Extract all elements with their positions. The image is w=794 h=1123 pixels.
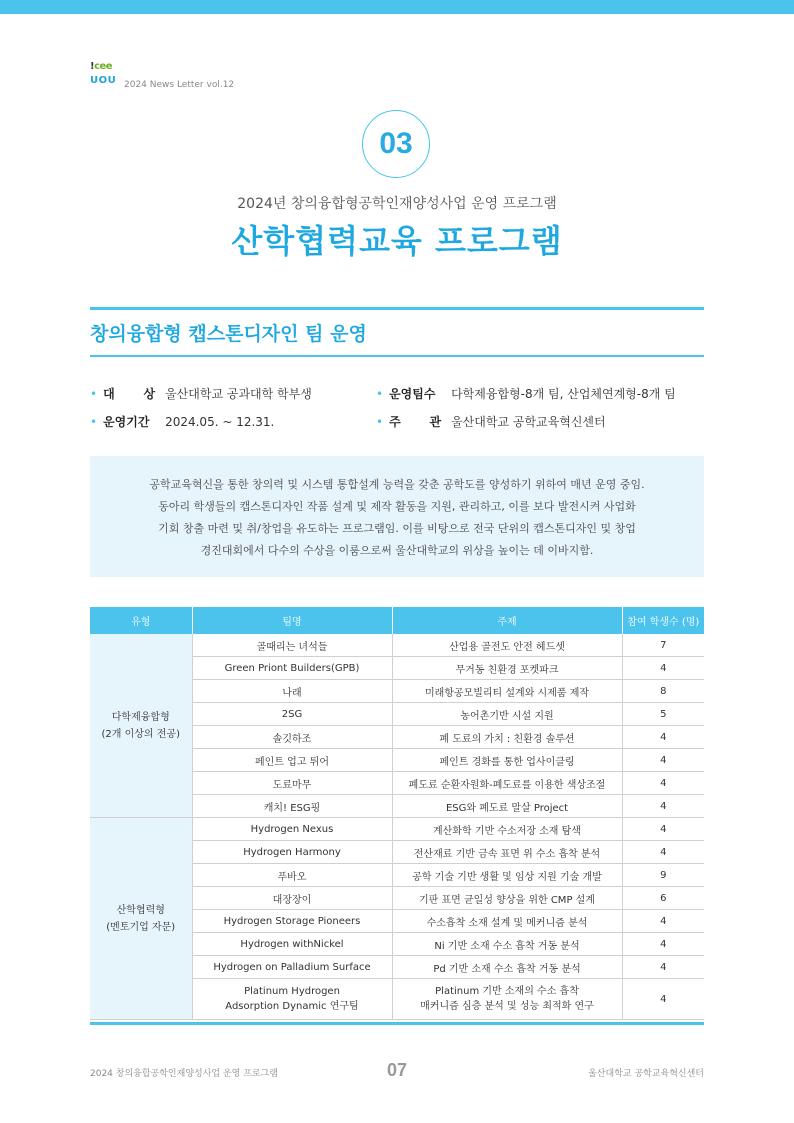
bullet-icon: • <box>90 387 98 401</box>
team-name: 대장장이 <box>192 887 392 910</box>
topic: Pd 기반 소재 수소 흡착 거동 분석 <box>392 956 622 979</box>
section-title: 창의융합형 캡스톤디자인 팀 운영 <box>90 323 367 345</box>
info-teams <box>376 385 676 402</box>
description-box <box>90 456 704 577</box>
table-row <box>90 818 704 841</box>
info-target-value: 울산대학교 공과대학 학부생 <box>165 387 312 401</box>
topic: ESG와 폐도료 말살 Project <box>392 795 622 818</box>
top-accent-bar <box>0 0 794 14</box>
team-name: 캐치! ESG핑 <box>192 795 392 818</box>
group-type-line: 산학협력형 <box>116 904 165 916</box>
student-count: 4 <box>622 657 704 680</box>
group-type-line: (2개 이상의 전공) <box>101 728 180 740</box>
info-teams-label: 운영팀수 <box>389 387 436 401</box>
student-count: 9 <box>622 864 704 887</box>
team-name: Hydrogen Storage Pioneers <box>192 910 392 933</box>
topic: 폐도료 순환자원화-폐도료를 이용한 색상조절 <box>392 772 622 795</box>
page-subtitle: 2024년 창의융합형공학인재양성사업 운영 프로그램 <box>237 196 557 212</box>
info-teams-value: 다학제융합형-8개 팀, 산업체연계형-8개 팀 <box>451 387 676 401</box>
topic: Ni 기반 소재 수소 흡착 거동 분석 <box>392 933 622 956</box>
student-count: 4 <box>622 795 704 818</box>
section-top-rule <box>90 307 704 310</box>
info-period-label: 운영기간 <box>103 415 150 429</box>
bullet-icon: • <box>376 415 384 429</box>
topic: 전산재료 기반 금속 표면 위 수소 흡착 분석 <box>392 841 622 864</box>
student-count: 6 <box>622 887 704 910</box>
topic: 미래항공모빌리티 설계와 시제품 제작 <box>392 680 622 703</box>
student-count: 4 <box>622 772 704 795</box>
info-host <box>376 413 606 430</box>
team-name: 나래 <box>192 680 392 703</box>
footer-program-label: 2024 창의융합공학인재양성사업 운영 프로그램 <box>90 1069 278 1079</box>
table-header-row <box>90 607 704 634</box>
bullet-icon: • <box>376 387 384 401</box>
group-type-industry <box>90 818 192 1020</box>
col-header-count: 참여 학생수 (명) <box>622 607 704 634</box>
topic-line: Platinum 기반 소재의 수소 흡착 <box>435 986 579 997</box>
student-count: 4 <box>622 979 704 1020</box>
student-count: 8 <box>622 680 704 703</box>
team-name: 솔깃하조 <box>192 726 392 749</box>
topic-line: 매커니즘 심층 분석 및 성능 최적화 연구 <box>420 1001 594 1012</box>
team-table <box>90 607 704 1020</box>
section-bottom-rule <box>90 355 704 357</box>
team-name-line: Platinum Hydrogen <box>244 986 340 997</box>
topic: 기판 표면 균일성 향상을 위한 CMP 설계 <box>392 887 622 910</box>
newsletter-label: 2024 News Letter vol.12 <box>124 80 235 90</box>
team-name: Hydrogen Nexus <box>192 818 392 841</box>
student-count: 4 <box>622 933 704 956</box>
bullet-icon: • <box>90 415 98 429</box>
section-number: 03 <box>379 127 413 160</box>
logo <box>90 62 116 90</box>
student-count: 7 <box>622 634 704 657</box>
page-number: 07 <box>386 1060 408 1080</box>
team-name: Green Priont Builders(GPB) <box>192 657 392 680</box>
section-number-badge <box>362 110 430 178</box>
description-line: 경진대회에서 다수의 수상을 이룸으로써 울산대학교의 위상을 높이는 데 이바지함. <box>200 544 594 557</box>
col-header-topic: 주제 <box>392 607 622 634</box>
col-header-type: 유형 <box>90 607 192 634</box>
topic: 계산화학 기반 수소저장 소재 탐색 <box>392 818 622 841</box>
topic: 공학 기술 기반 생활 및 임상 지원 기술 개발 <box>392 864 622 887</box>
footer-center-label: 울산대학교 공학교육혁신센터 <box>588 1069 704 1079</box>
table-bottom-rule <box>90 1022 704 1025</box>
student-count: 4 <box>622 749 704 772</box>
topic: 무거동 친환경 포켓파크 <box>392 657 622 680</box>
topic: 농어촌기반 시설 지원 <box>392 703 622 726</box>
topic: 폐 도료의 가치 : 친환경 솔루션 <box>392 726 622 749</box>
group-type-line: 다학제융합형 <box>111 711 170 723</box>
topic <box>392 979 622 1020</box>
group-type-line: (멘토기업 자문) <box>106 921 176 933</box>
team-name: 도료마무 <box>192 772 392 795</box>
student-count: 5 <box>622 703 704 726</box>
student-count: 4 <box>622 910 704 933</box>
group-type-multidisciplinary <box>90 634 192 818</box>
info-period-value: 2024.05. ~ 12.31. <box>165 415 275 429</box>
team-name: Hydrogen withNickel <box>192 933 392 956</box>
team-name: Hydrogen on Palladium Surface <box>192 956 392 979</box>
logo-bottom: UOU <box>90 75 117 86</box>
topic: 수소흡착 소재 설계 및 메커니즘 분석 <box>392 910 622 933</box>
table-row <box>90 634 704 657</box>
description-line: 기회 창출 마련 및 취/창업을 유도하는 프로그램임. 이를 비탕으로 전국 단위의 캡스톤디자인 및 창업 <box>158 522 636 535</box>
team-name: 골때리는 녀석들 <box>192 634 392 657</box>
topic: 산업용 골전도 안전 헤드셋 <box>392 634 622 657</box>
logo-top: !cee <box>90 61 113 72</box>
info-host-value: 울산대학교 공학교육혁신센터 <box>451 415 606 429</box>
info-target <box>90 385 312 402</box>
team-name: 페인트 업고 튀어 <box>192 749 392 772</box>
team-name: Hydrogen Harmony <box>192 841 392 864</box>
team-name-line: Adsorption Dynamic 연구팀 <box>225 1001 359 1012</box>
page-title: 산학협력교육 프로그램 <box>231 222 563 260</box>
team-name: 2SG <box>192 703 392 726</box>
student-count: 4 <box>622 726 704 749</box>
student-count: 4 <box>622 818 704 841</box>
student-count: 4 <box>622 841 704 864</box>
info-target-label: 대 상 <box>103 387 156 401</box>
info-period <box>90 413 274 430</box>
team-name: 푸바오 <box>192 864 392 887</box>
student-count: 4 <box>622 956 704 979</box>
team-name <box>192 979 392 1020</box>
info-host-label: 주 관 <box>389 415 442 429</box>
col-header-team: 팀명 <box>192 607 392 634</box>
topic: 페인트 경화를 통한 업사이클링 <box>392 749 622 772</box>
description-line: 공학교육혁신을 통한 창의력 및 시스템 통합설계 능력을 갖춘 공학도를 양성하기 위하여 매년 운영 중임. <box>149 478 645 491</box>
description-line: 동아리 학생들의 캡스톤디자인 작품 설계 및 제작 활동을 지원, 관리하고, 이를 보다 발전시켜 사업화 <box>158 500 636 513</box>
